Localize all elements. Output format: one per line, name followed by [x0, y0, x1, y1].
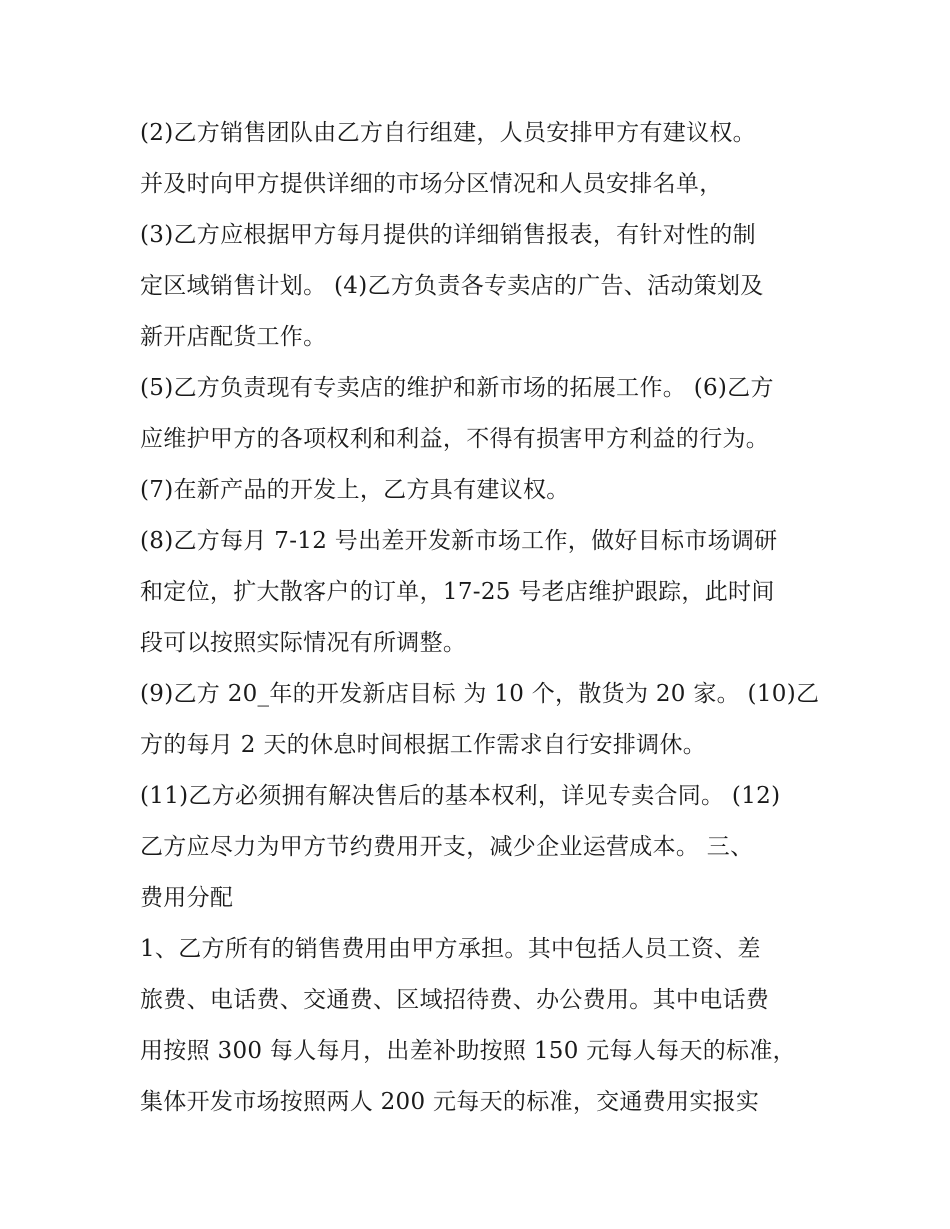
text-line: 用按照 300 每人每月，出差补助按照 150 元每人每天的标准，: [140, 1038, 796, 1064]
text-line: (7)在新产品的开发上，乙方具有建议权。: [140, 477, 570, 503]
text-line: (5)乙方负责现有专卖店的维护和新市场的拓展工作。 (6)乙方: [140, 375, 774, 401]
text-line: (3)乙方应根据甲方每月提供的详细销售报表，有针对性的制: [140, 222, 756, 248]
text-line: 乙方应尽力为甲方节约费用开支，减少企业运营成本。 三、: [140, 834, 754, 860]
text-line: 定区域销售计划。 (4)乙方负责各专卖店的广告、活动策划及: [140, 273, 764, 299]
text-line: (9)乙方 20_年的开发新店目标 为 10 个，散货为 20 家。 (10)乙: [140, 681, 820, 707]
text-line: (8)乙方每月 7-12 号出差开发新市场工作，做好目标市场调研: [140, 528, 778, 554]
text-line: (11)乙方必须拥有解决售后的基本权利，详见专卖合同。 (12): [140, 783, 781, 809]
text-line: 应维护甲方的各项权利和利益，不得有损害甲方利益的行为。: [140, 426, 770, 452]
text-line: 集体开发市场按照两人 200 元每天的标准，交通费用实报实: [140, 1089, 760, 1115]
text-line: 和定位，扩大散客户的订单，17-25 号老店维护跟踪，此时间: [140, 579, 775, 605]
text-line: 段可以按照实际情况有所调整。: [140, 630, 467, 656]
text-line: 方的每月 2 天的休息时间根据工作需求自行安排调休。: [140, 732, 707, 758]
text-line: (2)乙方销售团队由乙方自行组建，人员安排甲方有建议权。: [140, 120, 756, 146]
text-line: 并及时向甲方提供详细的市场分区情况和人员安排名单，: [140, 171, 723, 197]
text-line: 新开店配货工作。: [140, 324, 327, 350]
section-heading: 费用分配: [140, 885, 234, 911]
document-body: [140, 108, 830, 1128]
text-line: 1、乙方所有的销售费用由甲方承担。其中包括人员工资、差: [140, 936, 761, 962]
text-line: 旅费、电话费、交通费、区域招待费、办公费用。其中电话费: [140, 987, 770, 1013]
